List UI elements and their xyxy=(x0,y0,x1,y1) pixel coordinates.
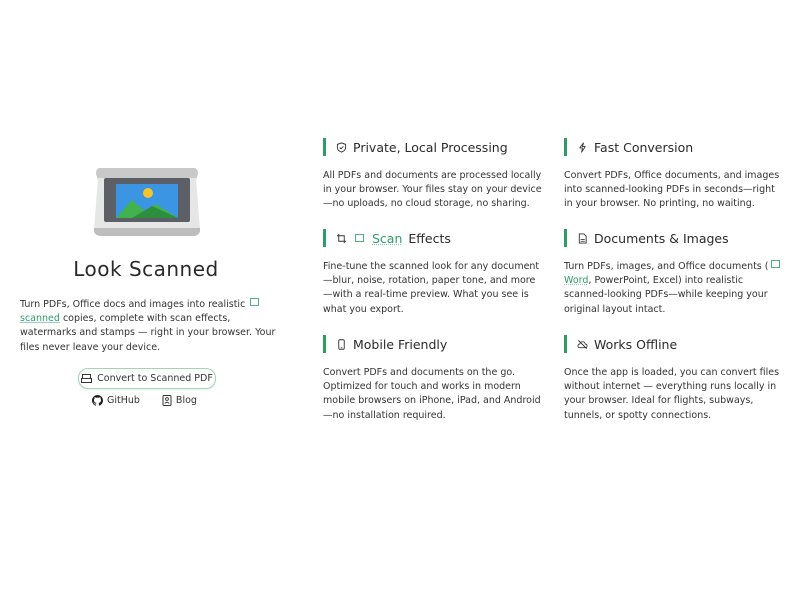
feature-body: All PDFs and documents are processed locally in your browser. Your files stay on your device—no uploads, no cloud storage, no sharing. xyxy=(323,170,542,210)
crop-icon xyxy=(336,233,347,244)
convert-button-label: Convert to Scanned PDF xyxy=(97,373,213,384)
convert-button[interactable] xyxy=(78,368,216,389)
github-link-label: GitHub xyxy=(107,395,140,406)
feature-title: Works Offline xyxy=(594,336,678,352)
feature-title: Private, Local Processing xyxy=(353,139,508,155)
feature-body-text: Turn PDFs, images, and Office documents ( xyxy=(564,261,769,272)
feature-body xyxy=(564,260,784,317)
blog-link[interactable] xyxy=(162,395,197,406)
hero-description-text: Turn PDFs, Office docs and images into realistic xyxy=(20,299,246,310)
feature-heading xyxy=(323,335,543,353)
feature-private xyxy=(323,138,543,212)
page-title: Look Scanned xyxy=(73,257,219,281)
feature-title-highlight: Scan xyxy=(372,230,403,246)
github-link[interactable] xyxy=(92,395,140,406)
feature-heading xyxy=(564,229,784,247)
feature-fast xyxy=(564,138,784,212)
scanner-illustration-icon xyxy=(92,164,202,240)
feature-scan-effects xyxy=(323,229,543,317)
feature-body: Once the app is loaded, you can convert files without internet — everything runs locally in your browser. Ideal for flights, subways, tunnels, or spotty connections. xyxy=(564,367,780,421)
feature-title: Effects xyxy=(408,230,451,246)
hero-description-text-end: copies, complete with scan effects, watermarks and stamps — right in your browser. Your files never leave your device. xyxy=(20,313,276,353)
hero-description xyxy=(20,298,282,355)
feature-title: Documents & Images xyxy=(594,230,729,246)
feature-body: Convert PDFs, Office documents, and images into scanned-looking PDFs in seconds—right in your browser. No printing, no waiting. xyxy=(564,170,780,210)
phone-icon xyxy=(336,339,347,350)
feature-heading xyxy=(323,138,543,156)
bolt-icon xyxy=(577,142,588,153)
feature-body: Fine-tune the scanned look for any document—blur, noise, rotation, paper tone, and more—with a real-time preview. What you see is what you export. xyxy=(323,261,540,315)
scanner-icon xyxy=(81,374,92,383)
scan-chip-icon xyxy=(771,260,780,268)
feature-heading xyxy=(564,335,784,353)
hero-description-highlight: scanned xyxy=(20,313,60,325)
github-icon xyxy=(92,395,103,406)
blog-icon xyxy=(162,395,172,406)
feature-mobile xyxy=(323,335,543,423)
feature-heading xyxy=(323,229,543,247)
document-icon xyxy=(577,233,588,244)
feature-body-text-end: , PowerPoint, Excel) into realistic scanned-looking PDFs—while keeping your original layout intact. xyxy=(564,275,768,315)
scan-chip-icon xyxy=(250,298,259,306)
shield-icon xyxy=(336,142,347,153)
feature-title: Mobile Friendly xyxy=(353,336,448,352)
feature-heading xyxy=(564,138,784,156)
feature-documents-images xyxy=(564,229,784,317)
feature-body: Convert PDFs and documents on the go. Optimized for touch and works in modern mobile browsers on iPhone, iPad, and Android—no installation required. xyxy=(323,367,541,421)
scan-chip-icon xyxy=(355,234,364,242)
feature-body-highlight: Word xyxy=(564,275,589,287)
blog-link-label: Blog xyxy=(175,395,197,406)
footer-links xyxy=(92,395,197,406)
feature-offline xyxy=(564,335,784,423)
feature-title: Fast Conversion xyxy=(594,139,694,155)
cloud-off-icon xyxy=(577,339,588,350)
